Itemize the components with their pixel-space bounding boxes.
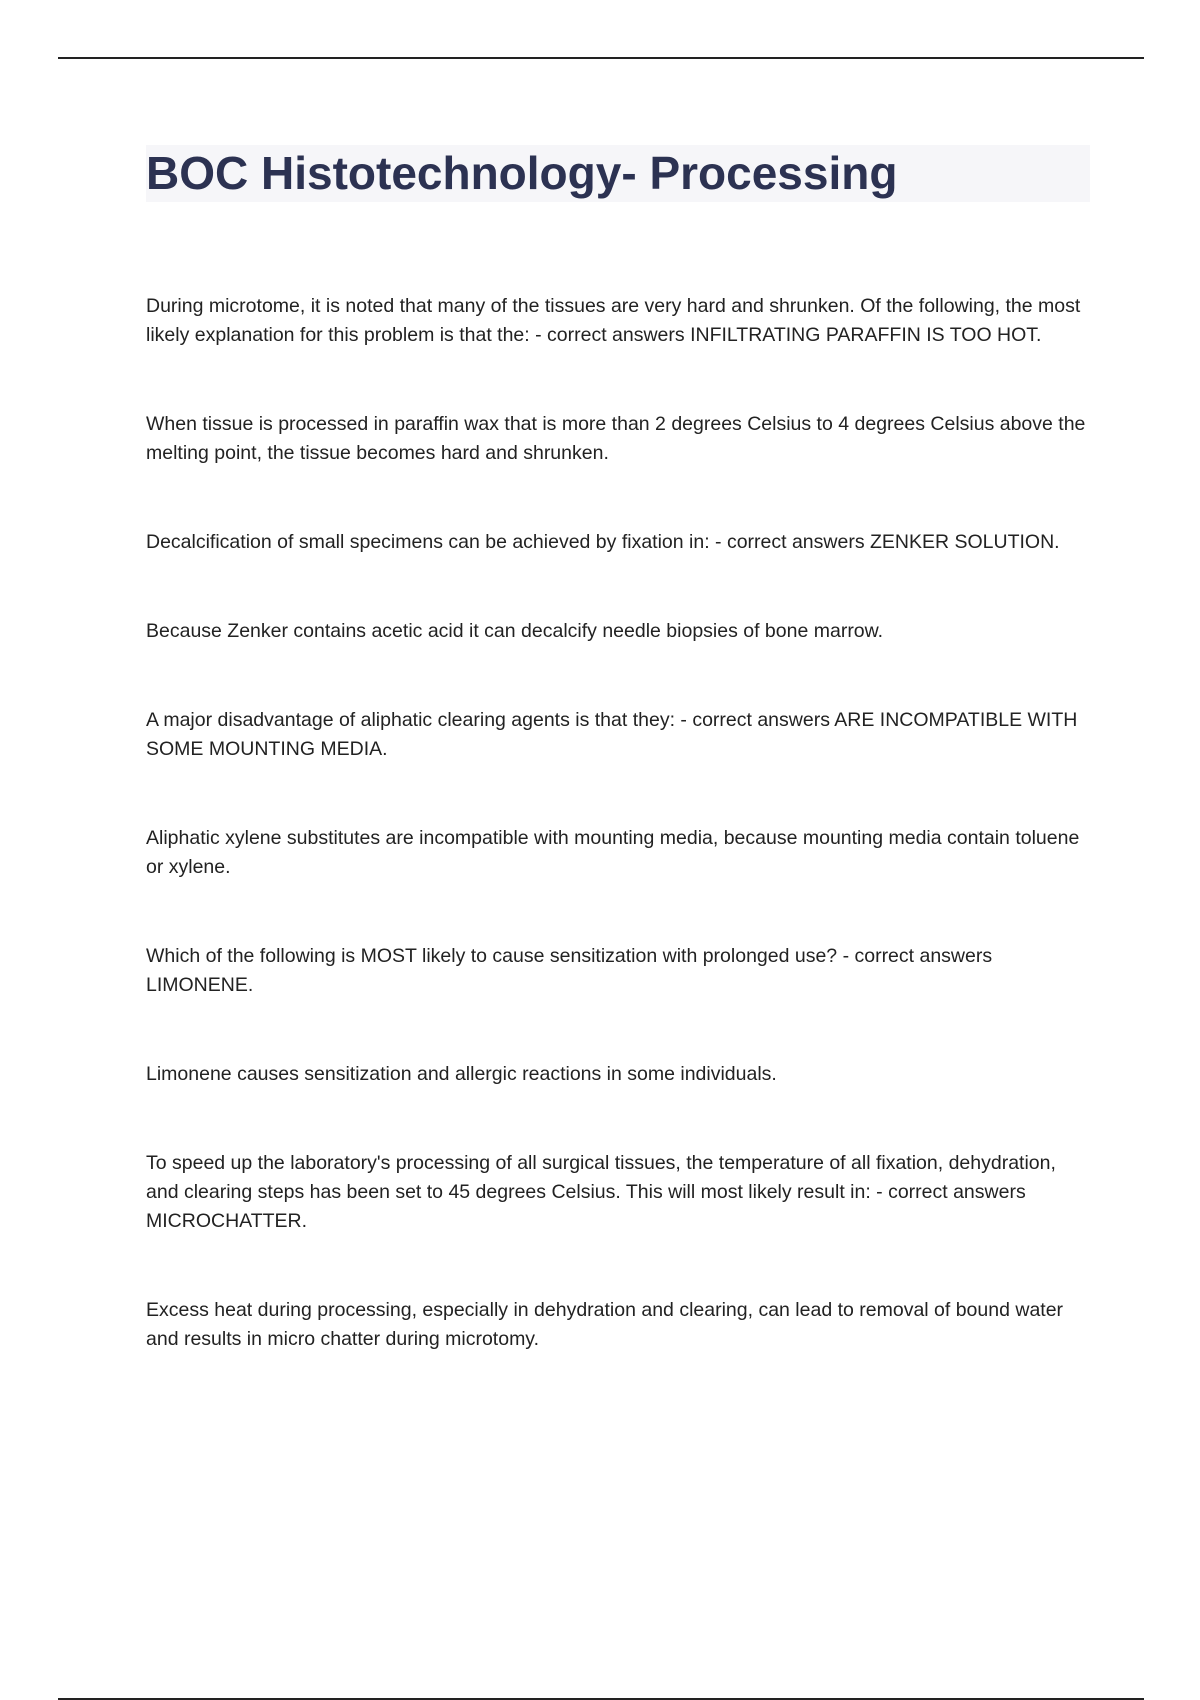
document-body (146, 292, 1086, 1354)
paragraph-explanation-1: When tissue is processed in paraffin wax that is more than 2 degrees Celsius to 4 degrees Celsius above the melting point, the tissue becomes hard and shrunken. (146, 413, 1086, 464)
document-title: BOC Histotechnology- Processing (146, 147, 898, 199)
paragraph-question-5: To speed up the laboratory's processing of all surgical tissues, the temperature of all fixation, dehydration, and clearing steps has been set to 45 degrees Celsius. This will most likely result in: - correct answers MICROCHATTER. (146, 1152, 1056, 1232)
paragraph-explanation-3: Aliphatic xylene substitutes are incompatible with mounting media, because mounting media contain toluene or xylene. (146, 827, 1080, 878)
top-rule (58, 57, 1144, 59)
paragraph-explanation-5: Excess heat during processing, especially in dehydration and clearing, can lead to removal of bound water and results in micro chatter during microtomy. (146, 1299, 1064, 1350)
paragraph-explanation-2: Because Zenker contains acetic acid it can decalcify needle biopsies of bone marrow. (146, 620, 884, 642)
paragraph-question-1: During microtome, it is noted that many of the tissues are very hard and shrunken. Of the following, the most likely explanation for this problem is that the: - correct answers INFILTRATING PARAFFIN IS TOO HOT. (146, 295, 1081, 346)
paragraph-question-3: A major disadvantage of aliphatic clearing agents is that they: - correct answers ARE INCOMPATIBLE WITH SOME MOUNTING MEDIA. (146, 709, 1078, 760)
paragraph-question-2: Decalcification of small specimens can be achieved by fixation in: - correct answers ZENKER SOLUTION. (146, 531, 1060, 553)
paragraph-question-4: Which of the following is MOST likely to cause sensitization with prolonged use? - correct answers LIMONENE. (146, 945, 993, 996)
paragraph-explanation-4: Limonene causes sensitization and allergic reactions in some individuals. (146, 1063, 777, 1085)
